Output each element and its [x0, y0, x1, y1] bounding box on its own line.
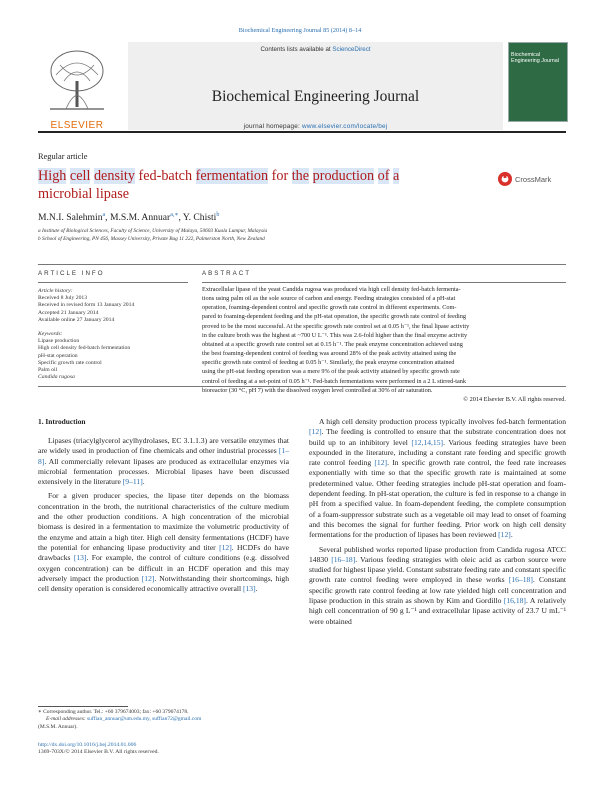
- footnote-rule: [38, 706, 128, 707]
- author-3[interactable]: , Y. Chisti: [178, 212, 217, 224]
- header-rule: [38, 131, 566, 133]
- author-list: [38, 211, 219, 223]
- journal-homepage: [128, 123, 503, 130]
- abstract-bottom-rule: [38, 386, 566, 387]
- abstract-line: obtained at a specific growth rate control set at 0.15 h⁻¹. The peak enzyme concentration achieved using: [202, 340, 463, 348]
- author-1[interactable]: M.N.I. Salehmin: [38, 212, 103, 224]
- title-word: fermentation: [195, 168, 269, 184]
- title-word: High: [38, 168, 67, 184]
- corresponding-author: ∗ Corresponding author. Tel.: +60 379674003; fax: +60 379674178.: [38, 709, 189, 715]
- abstract-line: Extracellular lipase of the yeast Candida rugosa was produced via high cell density fed-batch fermenta-: [202, 286, 461, 293]
- citation-link[interactable]: [12]: [309, 427, 322, 437]
- citation-link[interactable]: [12]: [374, 458, 388, 468]
- title-word: fed-batch: [138, 168, 193, 184]
- abstract-line: proved to be the most successful. At the specific growth rate control set at 0.05 h⁻¹, the final lipase activity: [202, 322, 470, 330]
- citation-link[interactable]: [9–11]: [122, 477, 143, 487]
- paragraph: [38, 436, 289, 487]
- body-text: . Notwithstanding their shortcomings, high cell density operation is considered economically attractive overall: [38, 573, 289, 594]
- title-line-2: microbial lipase: [38, 186, 130, 202]
- doi-link[interactable]: http://dx.doi.org/10.1016/j.bej.2014.01.006: [38, 742, 137, 748]
- keyword: pH-stat operation: [38, 352, 78, 359]
- citation-link[interactable]: [12,14,15]: [411, 437, 444, 447]
- journal-title: Biochemical Engineering Journal: [211, 88, 420, 105]
- abstract-line: operation, foaming-dependent control and specific growth rate control in different experiments. Com-: [202, 304, 457, 312]
- citation-link[interactable]: [12]: [498, 530, 511, 540]
- citation-link[interactable]: [16–18]: [508, 575, 533, 585]
- body-text: . For example, the control of culture conditions (e.g. dissolved oxygen concentration) can be difficult in an HCDF operation and this may adversely impact the production: [38, 553, 290, 583]
- citation-link[interactable]: [1–8]: [38, 446, 289, 466]
- abstract-line: control of feeding at a set-point of 0.05 h⁻¹. Fed-batch fermentations were performed in a 2 L stirred-tank: [202, 377, 467, 385]
- author-2-affiliation[interactable]: a,∗: [170, 212, 179, 218]
- author-2[interactable]: , M.S.M. Annuar: [105, 212, 171, 224]
- abstract-line: in the culture broth was the highest at ~700 U L⁻¹. This was 2.6-fold higher than the final enzyme activity: [202, 331, 468, 339]
- abstract-line: bioreactor (30 °C, pH 7) with the dissolved oxygen level controlled at 30% of air saturation.: [202, 386, 433, 394]
- history-online: Available online 27 January 2014: [38, 316, 115, 323]
- body-text: Several published works reported lipase production from Candida rugosa ATCC 14830: [309, 544, 566, 564]
- email-owner: (M.S.M. Annuar).: [38, 723, 78, 730]
- email-label: E-mail addresses:: [46, 716, 88, 723]
- citation-link[interactable]: [12]: [219, 542, 232, 552]
- title-word: production: [312, 168, 375, 184]
- abstract-copyright: © 2014 Elsevier B.V. All rights reserved.: [463, 395, 566, 403]
- crossmark-label: CrossMark: [515, 175, 552, 184]
- history-revised: Received in revised form 13 January 2014: [38, 302, 135, 309]
- crossmark-badge[interactable]: [497, 171, 559, 187]
- keywords-label: Keywords:: [38, 331, 63, 337]
- title-word: cell: [69, 168, 91, 184]
- journal-cover-title: Biochemical Engineering Journal: [511, 52, 559, 64]
- title-word: of: [377, 168, 390, 184]
- email-links[interactable]: suffian_annuar@um.edu.my, suffian72@gmail.com: [87, 716, 202, 723]
- paragraph: [309, 545, 566, 627]
- rights-line: 1369-703X/© 2014 Elsevier B.V. All rights reserved.: [38, 749, 159, 756]
- body-text: . All commercially relevant lipases are produced as extracellular enzymes via microbial fermentation processes. Microbial lipases have been discussed extensively in the literature: [38, 456, 289, 487]
- paragraph: [38, 491, 289, 594]
- keyword: High cell density fed-batch fermentation: [38, 345, 131, 352]
- keyword: Lipase production: [38, 338, 80, 345]
- body-text: Lipases (triacylglycerol acylhydrolases, EC 3.1.1.3) are versatile enzymes that are widely used in production of fine chemicals and other industrial processes: [38, 436, 289, 456]
- email-line: [38, 716, 201, 723]
- keywords: [38, 331, 130, 381]
- contents-available: [128, 46, 503, 53]
- sciencedirect-link[interactable]: ScienceDirect: [332, 46, 371, 53]
- citation-link[interactable]: [13]: [242, 584, 256, 594]
- article-type: Regular article: [38, 152, 88, 161]
- body-text: . The feeding is controlled to ensure that the substrate concentration does not build up to an inhibitory level: [309, 427, 566, 447]
- article-title: [38, 167, 468, 203]
- body-text: . Various feeding strategies with oleic acid as carbon source were studied for highest lipase yield. Constant substrate feeding rate and constant specific growth rate control feeding were employed in these works: [309, 554, 567, 585]
- history-received: Received 8 July 2013: [38, 295, 88, 302]
- right-column: [309, 417, 566, 627]
- article-info-rule: [38, 282, 188, 283]
- abstract-heading: ABSTRACT: [202, 270, 252, 277]
- body-text: .: [255, 584, 258, 594]
- abstract-line: using the pH-stat feeding operation was a mere 9% of the peak activity attained by specific growth rate: [202, 368, 460, 376]
- info-rule: [38, 264, 566, 265]
- footnote: [38, 709, 201, 731]
- abstract-line: pared to foaming-dependent feeding and the pH-stat operation, the specific growth rate control of feeding: [202, 313, 466, 321]
- paragraph: [309, 417, 566, 541]
- journal-reference[interactable]: Biochemical Engineering Journal 85 (2014) 8–14: [238, 27, 362, 34]
- body-text: . A relatively high cell concentration of 90 g L⁻¹ and extracellular lipase activity of 23.7 U mL⁻¹ were obtained: [309, 596, 567, 626]
- body-text: . Constant specific growth rate control feeding at low rate yielded high cell concentration and lipase production in this strain as shown by Kim and Gordillo: [309, 575, 566, 606]
- body-text: . In specific growth rate control, the feed rate increases exponentially with time so that the specific growth rate is maintained at some predetermined value. Other feeding strategies include pH-stat operation and foam-dependent feeding. In pH-stat operation, the culture is fed in response to a change in pH from a specified value. In foam-dependent feeding, the complete consumption of a foam-suppressor substrate such as a vegetable oil may lead to onset of foaming and this becomes the signal for further feeding. Prior work on high cell density fermentations for the production of lipases has been reviewed: [309, 458, 566, 540]
- title-word: the: [291, 168, 310, 184]
- body-text: .: [510, 530, 513, 540]
- keyword: Candida rugosa: [38, 374, 75, 381]
- doi-block: [38, 742, 159, 757]
- affiliation-b: b School of Engineering, PN 456, Massey University, Private Bag 11 222, Palmerston North, New Zealand: [38, 236, 265, 242]
- homepage-label: journal homepage:: [243, 123, 302, 130]
- abstract-rule: [202, 282, 566, 283]
- section-heading-introduction: 1. Introduction: [38, 417, 86, 426]
- body-text: . HCDFs do have drawbacks: [38, 542, 289, 563]
- history-label: Article history:: [38, 288, 73, 294]
- title-word: a: [393, 168, 400, 184]
- header-background: [128, 42, 503, 130]
- body-text: For a given producer species, the lipase titer depends on the biomass concentration in the broth, the nutritional characteristics of the culture medium and the other production conditions. A high concentration of the microbial biomass is desired in a fermentation to maximize the volumetric productivity of the enzyme and attain a high titer. High cell density fermentations (HCDF) have the potential for enhancing lipase productivity and titer: [38, 491, 289, 552]
- body-text: .: [142, 477, 145, 487]
- affiliation-a: a Institute of Biological Sciences, Faculty of Science, University of Malaya, 50603 Kuala Lumpur, Malaysia: [38, 228, 268, 234]
- citation-link[interactable]: [16–18]: [331, 554, 356, 564]
- citation-link[interactable]: [13]: [73, 553, 87, 563]
- citation-link[interactable]: [16,18]: [503, 596, 526, 606]
- body-text: . Various feeding strategies have been expounded in the literature, including a constant rate feeding and specific growth rate control feeding: [309, 437, 566, 468]
- title-word: density: [93, 168, 135, 184]
- author-1-affiliation[interactable]: a: [102, 212, 106, 218]
- keyword: Specific growth rate control: [38, 359, 102, 366]
- abstract-line: tions using palm oil as the sole source of carbon and energy. Feeding strategies consisted of a pH-stat: [202, 295, 456, 303]
- homepage-link[interactable]: www.elsevier.com/locate/bej: [302, 123, 388, 130]
- contents-prefix: Contents lists available at: [260, 46, 333, 53]
- keyword: Palm oil: [38, 367, 58, 374]
- body-text: A high cell density production process typically involves fed-batch fermentation: [319, 417, 566, 426]
- elsevier-tree-logo: [38, 45, 116, 115]
- title-line-1: [38, 167, 468, 185]
- left-column: [38, 436, 289, 594]
- article-info-heading: ARTICLE INFO: [38, 270, 105, 277]
- abstract-line: specific growth rate control of feeding at 0.05 h⁻¹. Similarly, the peak enzyme concentration attained: [202, 359, 455, 367]
- journal-header: [38, 42, 566, 130]
- author-3-affiliation[interactable]: b: [216, 212, 220, 218]
- citation-link[interactable]: [12]: [141, 573, 155, 583]
- publisher-name: ELSEVIER: [50, 120, 104, 131]
- abstract-line: the best foaming-dependent control of feeding was around 28% of the peak activity attained using the: [202, 350, 457, 358]
- article-history: [38, 288, 134, 324]
- history-accepted: Accepted 21 January 2014: [38, 309, 99, 316]
- title-word: for: [271, 168, 289, 184]
